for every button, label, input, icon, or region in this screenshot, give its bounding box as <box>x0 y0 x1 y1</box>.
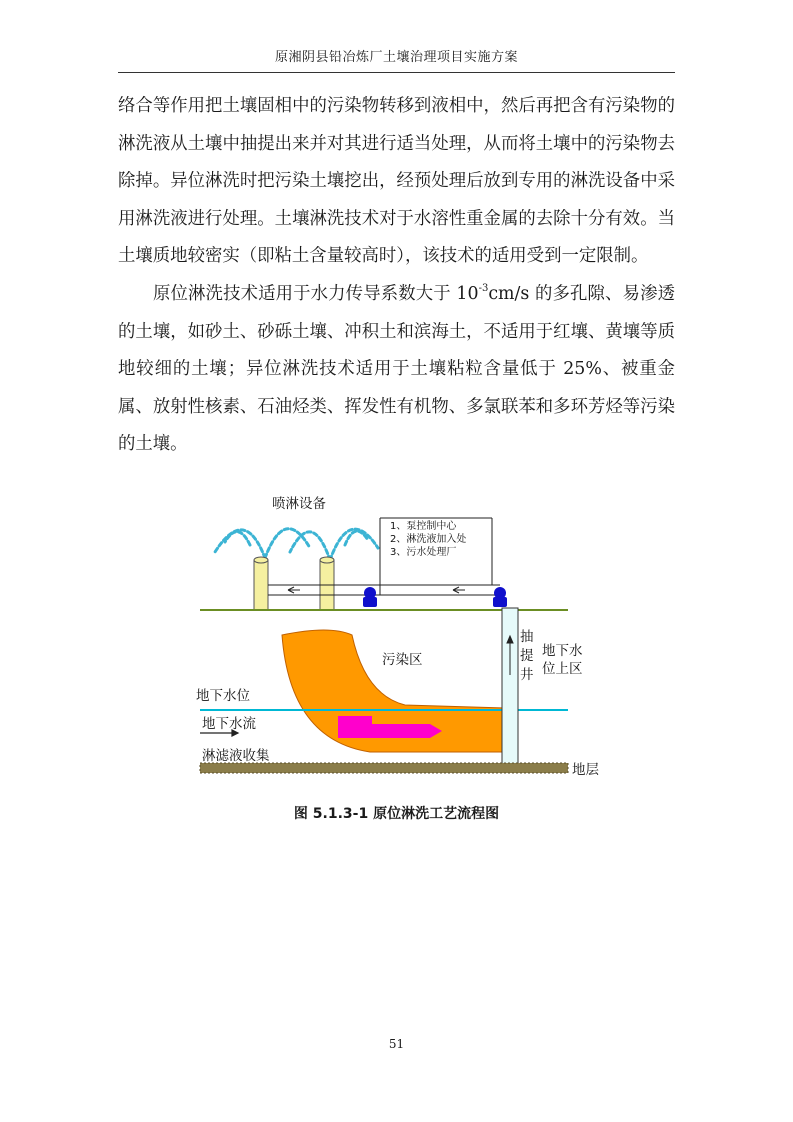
extraction-well <box>502 608 518 768</box>
body-text <box>118 88 675 464</box>
paragraph-1: 络合等作用把土壤固相中的污染物转移到液相中，然后再把含有污染物的淋洗液从土壤中抽提出来并对其进行适当处理，从而将土壤中的污染物去除掉。异位淋洗时把污染土壤挖出，经预处理后放到专用的淋洗设备中采用淋洗液进行处理。土壤淋洗技术对于水溶性重金属的去除十分有效。当土壤质地较密实（即粘土含量较高时），该技术的适用受到一定限制。 <box>118 96 675 267</box>
leachate-collection-label: 淋滤液收集 <box>202 748 270 764</box>
figure-legend <box>390 520 466 559</box>
paragraph-2 <box>118 276 675 464</box>
extraction-well-label: 抽 提 井 <box>520 629 534 683</box>
page-header: 原湘阴县铅冶炼厂土壤治理项目实施方案 <box>274 50 518 65</box>
spray-droplets <box>215 529 378 560</box>
water-table-label: 地下水位 <box>196 688 250 704</box>
stratum-band <box>200 763 568 773</box>
pumps <box>363 587 507 607</box>
legend-item-pump: 1、泵控制中心 <box>390 521 457 532</box>
spray-equipment-label: 喷淋设备 <box>272 496 326 512</box>
legend-item-treatment: 3、污水处理厂 <box>390 547 457 558</box>
process-diagram <box>190 490 610 800</box>
groundwater-rise-label: 地下水 位上区 <box>542 643 583 677</box>
figure-caption: 图 5.1.3-1 原位淋洗工艺流程图 <box>293 806 500 822</box>
stratum-label: 地层 <box>572 762 599 778</box>
paragraph-2-end: cm/s 的多孔隙、易渗透的土壤，如砂土、砂砾土壤、冲积土和滨海土，不适用于红壤、黄壤等质地较细的土壤；异位淋洗技术适用于土壤粘粒含量低于 25%、被重金属、放射性核素、石油烃类、挥发性有机物、多氯联苯和多环芳烃等污染的土壤。 <box>118 283 675 455</box>
legend-item-injection: 2、淋洗液加入处 <box>390 534 467 545</box>
contamination-zone-label: 污染区 <box>382 652 423 668</box>
header-rule <box>118 72 675 73</box>
paragraph-2-start: 原位淋洗技术适用于水力传导系数大于 10 <box>153 283 479 304</box>
groundwater-flow-label: 地下水流 <box>202 716 256 732</box>
spray-pipes <box>254 557 334 610</box>
page-number: 51 <box>388 1037 405 1051</box>
exponent: -3 <box>478 282 489 294</box>
